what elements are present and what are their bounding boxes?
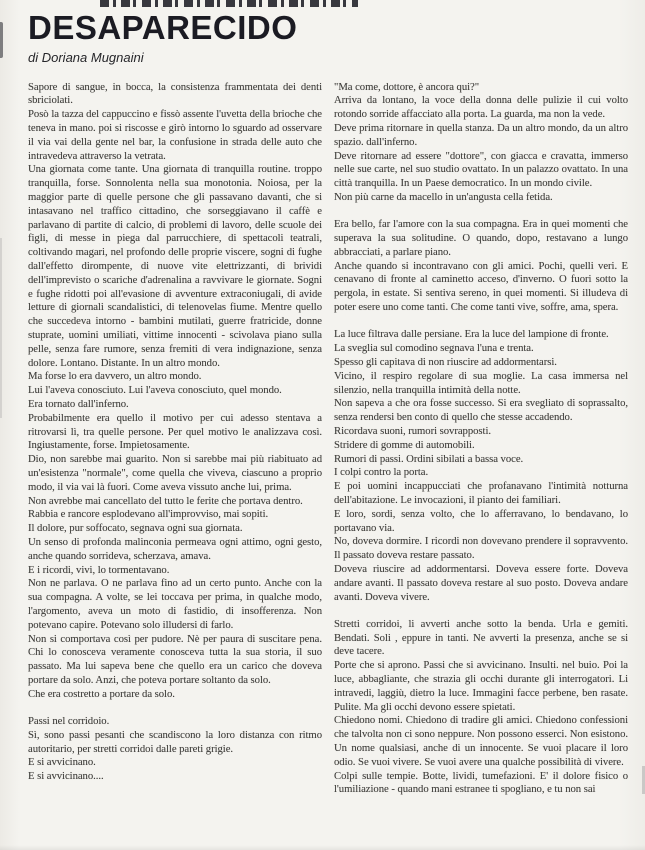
paragraph: Vicino, il respiro regolare di sua moglie. La casa immersa nel silenzio, nella tranquilla intimità della notte. xyxy=(334,369,628,396)
article-title: DESAPARECIDO xyxy=(28,9,298,46)
paragraph: Il dolore, pur soffocato, segnava ogni sua giornata. xyxy=(28,522,243,535)
paragraph: Doveva riuscire ad addormentarsi. Doveva essere forte. Doveva andare avanti. Il passato doveva restare al suo posto. Doveva andare avanti. Doveva vivere. xyxy=(334,562,628,603)
paragraph: Non sapeva a che ora fosse successo. Si era svegliato di soprassalto, senza rendersi ben conto di quello che stesse accadendo. xyxy=(334,397,628,424)
paragraph: Deve prima ritornare in quella stanza. Da un altro mondo, da un altro spazio. dall'inferno. xyxy=(334,122,628,148)
article-byline: di Doriana Mugnaini xyxy=(28,49,144,65)
paragraph: La luce filtrava dalle persiane. Era la luce del lampione di fronte. xyxy=(334,328,609,341)
scan-edge-artifact xyxy=(0,22,3,58)
paragraph: Arriva da lontano, la voce della donna delle pulizie il cui volto rotondo sorride affacciato alla porta. La guarda, ma non la vede. xyxy=(334,94,628,121)
paragraph: Posò la tazza del cappuccino e fissò assente l'uvetta della brioche che teneva in mano. poi si riscosse e girò intorno lo sguardo ad osservare il via vai della gente nel bar, la confusione in strada delle auto che intravedeva attraverso la vetrata. xyxy=(28,108,322,162)
paragraph: Che era costretto a portare da solo. xyxy=(28,687,175,700)
paragraph: La sveglia sul comodino segnava l'una e trenta. xyxy=(334,342,534,355)
paragraph: E si avvicinano. xyxy=(28,756,96,769)
paragraph: Non si comportava così per pudore. Nè per paura di suscitare pena. Chi lo conosceva veramente conosceva tutta la sua storia, il suo passato. Ma lui sapeva bene che quello era un carico che doveva portare da solo. Anzi, che poteva portare soltanto da solo. xyxy=(28,632,322,686)
paragraph: Non ne parlava. O ne parlava fino ad un certo punto. Anche con la sua compagna. A volte, se lei toccava per prima, in qualche modo, l'argomento, aveva un moto di fastidio, di insofferenza. Non potevano capire. Potevano solo illudersi di farlo. xyxy=(28,577,322,631)
paragraph: Ricordava suoni, rumori sovrapposti. xyxy=(334,424,492,437)
right-column xyxy=(334,81,628,798)
paragraph: Non più carne da macello in un'angusta cella fetida. xyxy=(334,191,553,203)
paragraph: Era bello, far l'amore con la sua compagna. Era in quei momenti che superava la sua solitudine. O quando, dopo, restavano a lungo abbracciati, a parlare piano. xyxy=(334,218,628,258)
paragraph: I colpi contro la porta. xyxy=(334,466,429,479)
paragraph: Ma forse lo era davvero, un altro mondo. xyxy=(28,370,202,383)
paragraph: Colpi sulle tempie. Botte, lividi, tumefazioni. E' il dolore fisico o l'umiliazione - quando mani estranee ti spogliano, e tu non sai xyxy=(334,769,628,796)
paragraph: Era tornato dall'inferno. xyxy=(28,397,129,410)
paragraph: E loro, sordi, senza volto, che lo afferravano, lo bendavano, lo portavano via. xyxy=(334,507,628,534)
article-body xyxy=(28,81,628,798)
article-header xyxy=(0,10,645,65)
paragraph: Deve ritornare ad essere "dottore", con giacca e cravatta, immerso nelle sue carte, nel suo studio ovattato. In un palazzo ovattato. In una città tranquilla. In un Paese democratico. In un mondo civile. xyxy=(334,149,628,190)
paragraph: Sapore di sangue, in bocca, la consistenza frammentata dei denti sbriciolati. xyxy=(28,80,322,107)
paragraph: E i ricordi, vivi, lo tormentavano. xyxy=(28,563,170,576)
paragraph: Rumori di passi. Ordini sibilati a bassa voce. xyxy=(334,452,524,465)
cropped-title-fragment xyxy=(100,0,358,7)
paragraph: Sì, sono passi pesanti che scandiscono la loro distanza con ritmo autoritario, per stretti corridoi dalle pareti grigie. xyxy=(28,728,322,755)
paragraph: Anche quando si incontravano con gli amici. Pochi, quelli veri. E cenavano di fronte al caminetto acceso, d'inverno. O fuori sotto la pergola, in estate. Si sentiva sereno, in quei momenti. Si illudeva di poter esere uno come tanti. Che come tanti vive, soffre, ama, spera. xyxy=(334,259,628,314)
paragraph: No, doveva dormire. I ricordi non dovevano prendere il sopravvento. Il passato doveva restare passato. xyxy=(334,535,628,562)
paragraph: Rabbia e rancore esplodevano all'improvviso, mai sopiti. xyxy=(28,508,269,521)
paragraph: E si avvicinano.... xyxy=(28,770,104,783)
paragraph: Non avrebbe mai cancellato del tutto le ferite che portava dentro. xyxy=(28,494,303,507)
paragraph: "Ma come, dottore, è ancora qui?" xyxy=(334,80,480,93)
paragraph: Lui l'aveva conosciuto. Lui l'aveva conosciuto, quel mondo. xyxy=(28,384,282,397)
paragraph: Chiedono nomi. Chiedono di tradire gli amici. Chiedono confessioni che talvolta non ci sono neppure. Non possono esserci. Non esistono. Un nome qualsiasi, anche di un innocente. Se vuoi placare il loro odio. Se vuoi vivere. Se vuoi avere una qualche possibilità di vivere. xyxy=(334,714,628,768)
paragraph: Probabilmente era quello il motivo per cui adesso stentava a ritrovarsi lì, tra quelle persone. Per quel motivo le analizzava così. Ingiustamente, forse. Impietosamente. xyxy=(28,411,322,452)
paragraph: Porte che si aprono. Passi che si avvicinano. Insulti. nel buio. Poi la luce, abbagliante, che strazia gli occhi durante gli interrogatori. Li intravedi, laggiù, dietro la luce. Immagini facce perbene, ben rasate. Pulite. Ma gli occhi devono essere spietati. xyxy=(334,659,628,713)
scan-edge-artifact xyxy=(0,238,2,418)
paragraph: Spesso gli capitava di non riuscire ad addormentarsi. xyxy=(334,355,557,368)
left-column xyxy=(28,81,322,798)
paragraph: Stridere di gomme di automobili. xyxy=(334,438,475,451)
paragraph: Una giornata come tante. Una giornata di tranquilla routine. troppo tranquilla, forse. Sonnolenta nella sua monotonia. Noiosa, per la maggior parte di quelle persone che gli passavano davanti, che si intasavano nel traffico cittadino, che sorseggiavano il caffè e parlavano di partite di calcio, di problemi di lavoro, delle scuole dei figli, di messe in piega dal parrucchiere, di spettacoli teatrali, coltivando magari, nel profondo delle proprie viscere, sogni di fughe dall'effetto dirompente, di nuove vite elettrizzanti, di brividi dell'imprevisto o scariche d'adrenalina a ravvivare le giornate. Sogni e fughe ridotti poi all'evasione di avventure extraconiugali, di avide letture di giornali scandalistici, di telenovelas fiume. Mentre quello che succedeva intorno - bambini mutilati, guerre fratricide, donne stuprate, uomini umiliati, vittime innocenti - scivolava piano sulla pelle, senza fare rumore, senza fremiti di vera indignazione, senza dolore. Lontano. Distante. In un altro mondo. xyxy=(28,163,322,369)
paragraph: Stretti corridoi, li avverti anche sotto la benda. Urla e gemiti. Bendati. Soli , eppure in tanti. Ne avverti la presenza, anche se si deve tacere. xyxy=(334,617,628,658)
paragraph: E poi uomini incappucciati che profanavano l'intimità notturna dell'abitazione. Le invocazioni, il pianto dei familiari. xyxy=(334,480,628,506)
paragraph: Dio, non sarebbe mai guarito. Non si sarebbe mai più riabituato ad un'esistenza "normale", come quella che viveva, ciascuno a proprio modo, il via vai là fuori. Come aveva vissuto anche lui, prima. xyxy=(28,453,322,493)
paragraph: Un senso di profonda malinconia permeava ogni attimo, ogni gesto, anche quando sorrideva, scherzava, amava. xyxy=(28,535,322,562)
paragraph: Passi nel corridoio. xyxy=(28,714,110,727)
